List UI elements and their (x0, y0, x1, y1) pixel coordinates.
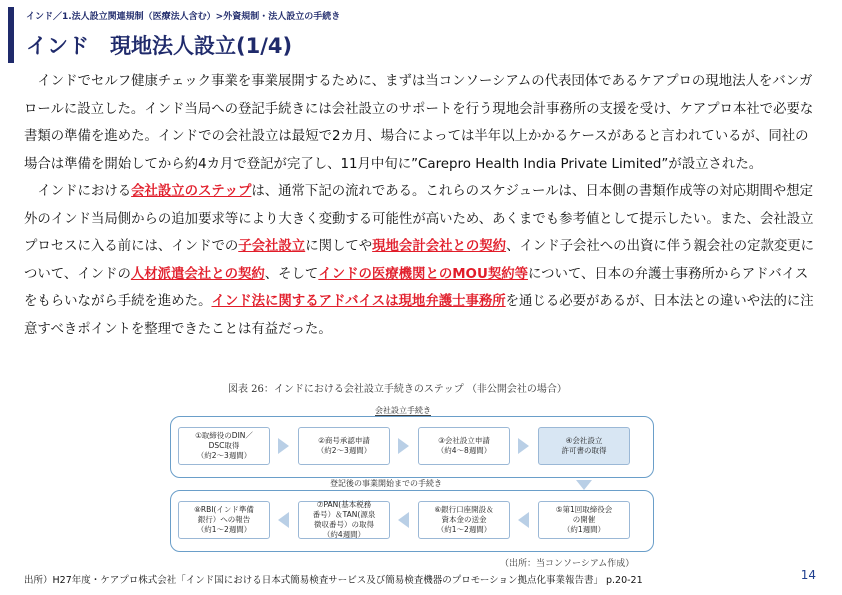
section-label-setup: 会社設立手続き (375, 406, 431, 415)
highlight-accounting-contract: 現地会計会社との契約 (372, 239, 507, 254)
page-number: 14 (800, 568, 816, 582)
title-accent-bar (8, 7, 14, 63)
step-6-bank-account: ⑥銀行口座開設＆ 資本金の送金 （約1～2週間） (418, 501, 510, 539)
page-title: インド 現地法人設立(1/4) (26, 34, 293, 58)
arrow-left-icon (518, 512, 529, 528)
step-5-board-meeting: ⑤第1回取締役会 の開催 （約1週間） (538, 501, 630, 539)
paragraph-1: インドでセルフ健康チェック事業を事業展開するために、まずは当コンソーシアムの代表団体であるケアプロの現地法人をバンガロールに設立した。インド当局への登記手続きには会社設立のサポートを行う現地会計事務所の支援を受け、ケアプロ本社で必要な書類の準備を進めた。インドでの会社設立は最短で2カ月、場合によっては半年以上かかるケースがあると言われているが、同社の場合は準備を開始してから約4カ月で登記が完了し、11月中旬に”Carepro Health India Private Limited”が設立された。 (24, 74, 814, 172)
arrow-left-icon (398, 512, 409, 528)
highlight-legal-advice: インド法に関するアドバイスは現地弁護士事務所 (211, 294, 506, 309)
arrow-down-icon (576, 480, 592, 490)
step-2-name-approval: ②商号承認申請 （約2～3週間） (298, 427, 390, 465)
step-8-rbi-report: ⑧RBI(インド準備 銀行）への報告 （約1～2週間） (178, 501, 270, 539)
highlight-company-steps: 会社設立のステップ (131, 184, 252, 199)
process-figure (170, 380, 670, 570)
step-7-pan-tan: ⑦PAN(基本税務 番号）＆TAN(源泉 徴収番号）の取得 （約4週間） (298, 501, 390, 539)
step-3-incorporation: ③会社設立申請 （約4～8週間） (418, 427, 510, 465)
footer-source: 出所）H27年度・ケアプロ株式会社「インド国における日本式簡易検査サービス及び簡易検査機器のプロモーション拠点化事業報告書」 p.20-21 (24, 575, 643, 586)
body-text (24, 68, 816, 343)
figure-caption: 図表 26：インドにおける会社設立手続きのステップ （非公開会社の場合） (228, 384, 567, 395)
step-4-certificate: ④会社設立 許可書の取得 (538, 427, 630, 465)
breadcrumb: インド／1.法人設立関連規制（医療法人含む）>外資規制・法人設立の手続き (26, 12, 341, 22)
figure-source: （出所：当コンソーシアム作成） (500, 559, 635, 569)
step-1-din-dsc: ①取締役のDIN／ DSC取得 （約2～3週間） (178, 427, 270, 465)
arrow-right-icon (278, 438, 289, 454)
highlight-subsidiary: 子会社設立 (238, 239, 306, 254)
arrow-right-icon (518, 438, 529, 454)
section-label-post-registration: 登記後の事業開始までの手続き (330, 479, 442, 488)
highlight-mou: インドの医療機関とのMOU契約等 (318, 266, 528, 282)
paragraph-2: インドにおける会社設立のステップは、通常下記の流れである。これらのスケジュールは、日本側の書類作成等の対応期間や想定外のインド当局側からの追加要求等により大きく変動する可能性が高いため、あくまでも参考値として提示したい。また、会社設立プロセスに入る前には、インドでの子会社設立に関してや現地会計会社との契約、インド子会社への出資に伴う親会社の定款変更について、インドの人材派遣会社との契約、そしてインドの医療機関とのMOU契約等について、日本の弁護士事務所からアドバイスをもらいながら手続を進めた。インド法に関するアドバイスは現地弁護士事務所を通じる必要があるが、日本法との違いや法的に注意すべきポイントを整理できたことは有益だった。 (24, 184, 815, 337)
highlight-staffing-contract: 人材派遣会社との契約 (130, 266, 265, 282)
arrow-left-icon (278, 512, 289, 528)
arrow-right-icon (398, 438, 409, 454)
